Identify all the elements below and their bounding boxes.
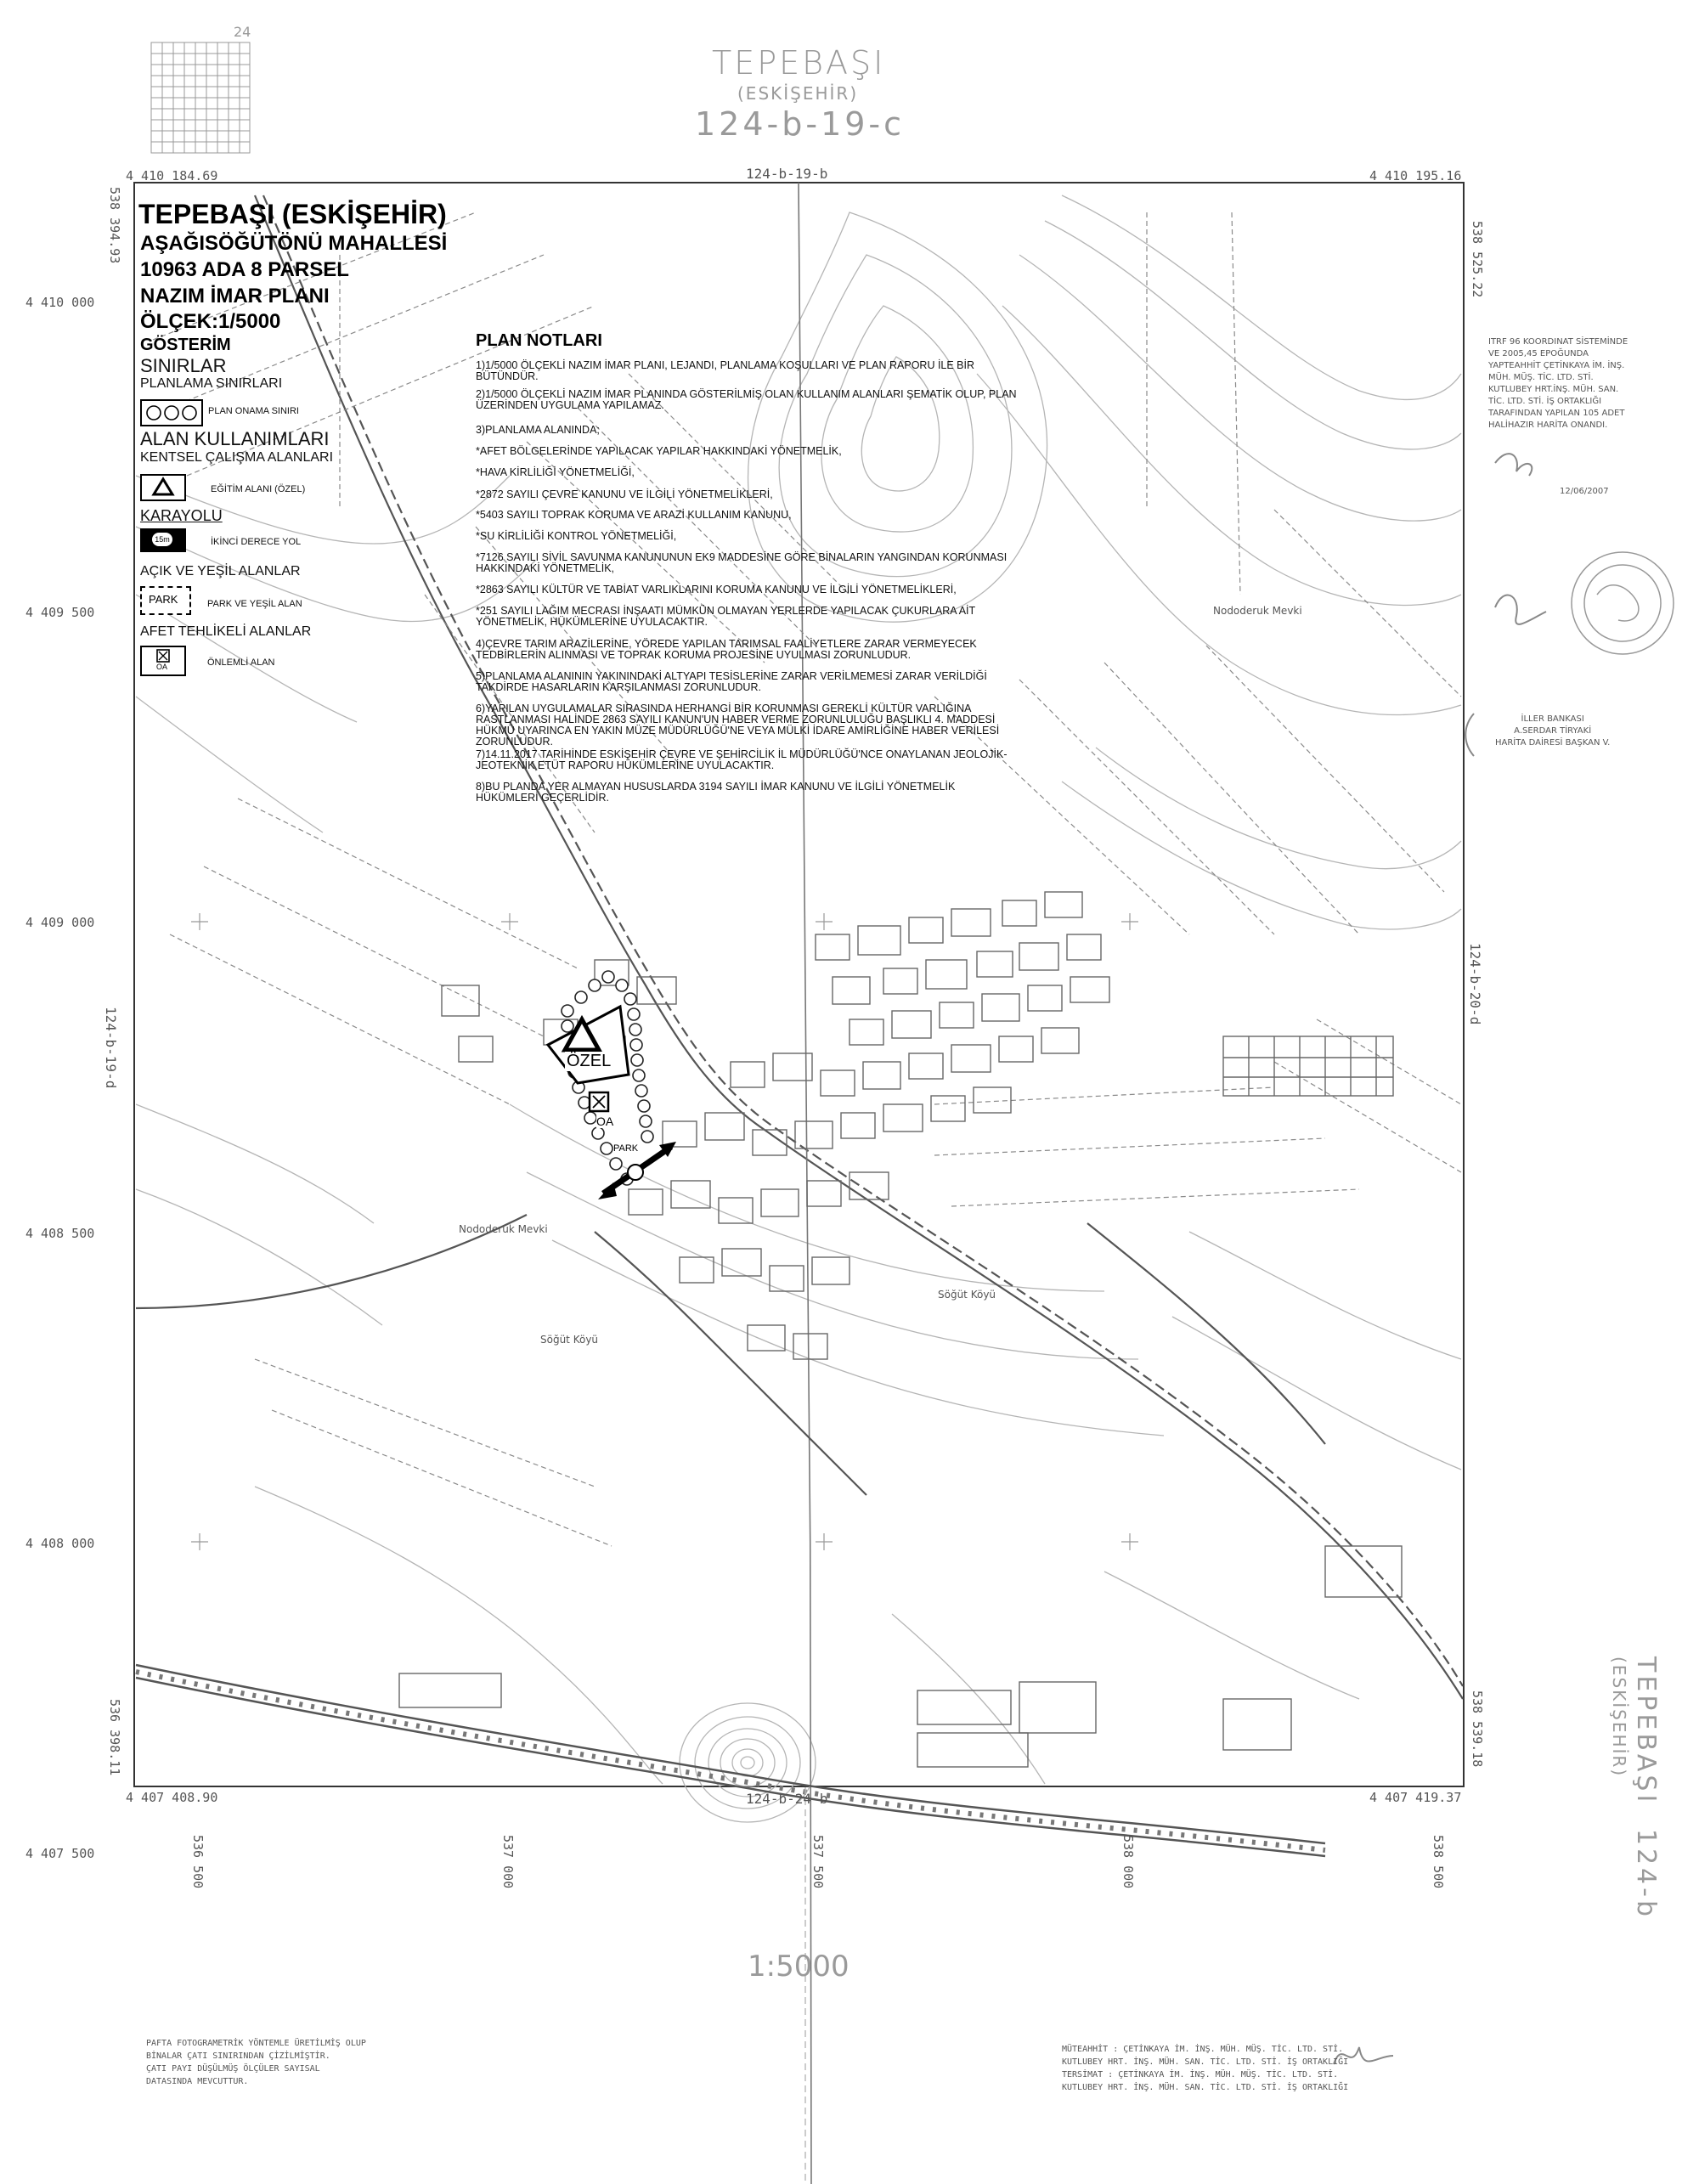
coord-top-right: 4 410 195.16 [1369,168,1462,183]
legend-education-symbol [140,474,186,501]
plan-note: 5)PLANLAMA ALANININ YAKININDAKİ ALTYAPI TESİSLERİNE ZARAR VERİLMEMESİ ZARAR VERİLDİĞİ TAKDİRDE HASARLARIN KARŞILANMASI ZORUNLUDUR. [476,670,987,693]
plan-oa-label: OA [596,1115,614,1128]
plan-title-line5: ÖLÇEK:1/5000 [140,310,281,333]
plan-note: *5403 SAYILI TOPRAK KORUMA VE ARAZİ KULLANIM KANUNU, [476,509,792,521]
easting-label: 538 000 [1120,1835,1136,1889]
plan-note: 6)YAPILAN UYGULAMALAR SIRASINDA HERHANGİ BİR KORUNMASI GEREKLİ KÜLTÜR VARLIĞINA RASTLANMASI HALİNDE 2863 SAYILI KANUN'UN HABER VERME ZORUNLULUĞU BAŞLIKLI 4. MADDESİ HÜKMÜ UYARINCA EN YAKIN MÜZE MÜDÜRLÜĞÜ'NE VEYA MÜLKİ İDARE AMİRLİĞİNE HABER VERİLESİ ZORUNLUDUR. [476,703,1000,748]
northing-label: 4 410 000 [25,295,95,310]
plan-note: *SU KİRLİLİĞİ KONTROL YÖNETMELİĞİ, [476,530,677,542]
legend-education-label: EĞİTİM ALANI (ÖZEL) [211,484,306,494]
index-number: 24 [234,24,251,40]
road-badge: 15m [152,533,172,546]
plan-note: *2863 SAYILI KÜLTÜR VE TABİAT VARLIKLARINI KORUMA KANUNU VE İLGİLİ YÖNETMELİKLERİ, [476,584,957,595]
map-frame [134,183,1464,1786]
footer-left-line: DATASINDA MEVCUTTUR. [146,2077,249,2086]
plan-title-line1: TEPEBAŞI (ESKİŞEHİR) [138,199,447,229]
signature-marks [1334,454,1546,2064]
plan-title-line2: AŞAĞISÖĞÜTÖNÜ MAHALLESİ [140,232,448,255]
northing-label: 4 408 500 [25,1226,95,1241]
footer-right-note [1062,2043,1348,2094]
hazard-badge: OA [156,663,168,671]
legend-hazard-symbol [140,646,186,676]
easting-label: 536 500 [190,1835,206,1889]
bank-line: İLLER BANKASI [1521,714,1584,724]
place-name: Nododeruk Mevki [459,1223,548,1235]
plan-note: 7)14.11.2017 TARİHİNDE ESKİŞEHİR ÇEVRE VE ŞEHİRCİLİK İL MÜDÜRLÜĞÜ'NCE ONAYLANAN JEOLOJİK-JEOTEKNİK ETÜT RAPORU HÜKÜMLERİNE UYULACAKTIR. [476,748,1008,771]
plan-note: 8)BU PLANDA YER ALMAYAN HUSUSLARDA 3194 SAYILI İMAR KANUNU VE İLGİLİ YÖNETMELİK HÜKÜMLERİ GEÇERLİDİR. [476,781,956,804]
legend-boundary-symbol [140,399,203,426]
legend-hazard-head: AFET TEHLİKELİ ALANLAR [140,624,312,639]
footer-right-line: MÜTEAHHİT : ÇETİNKAYA İM. İNŞ. MÜH. MÜŞ. TİC. LTD. STİ. [1062,2045,1344,2054]
coord-right-bottom-vertical: 538 539.18 [1470,1690,1485,1768]
coord-left-top-vertical: 538 394.93 [107,187,122,264]
side-sheet-code: 124-b [1631,1828,1661,1921]
place-name: Söğüt Köyü [540,1334,599,1346]
approval-line: VE 2005,45 EPOĞUNDA [1488,349,1589,358]
plan-note: *7126 SAYILI SİVİL SAVUNMA KANUNUNUN EK9 MADDESİNE GÖRE BİNALARIN YANGINDAN KORUNMASI HAKKINDAKİ YÖNETMELİK, [476,551,1008,574]
legend-heading: GÖSTERİM [140,336,231,354]
settlement-blocks [399,892,1402,1767]
legend-hazard-label: ÖNLEMLİ ALAN [207,657,275,668]
adjacent-sheet-left: 124-b-19-d [103,1007,119,1089]
approval-line: MÜH. MÜŞ. TİC. LTD. STİ. [1488,373,1594,382]
plan-ozel-label: ÖZEL [567,1052,612,1070]
triangle-icon [142,476,184,499]
footer-left-line: PAFTA FOTOGRAMETRİK YÖNTEMLE ÜRETİLMİŞ OLUP [146,2039,366,2048]
approval-line: TARAFINDAN YAPILAN 105 ADET [1488,409,1625,418]
northing-label: 4 409 500 [25,605,95,620]
approval-line: HALİHAZIR HARİTA ONANDI. [1488,420,1608,430]
coord-right-top-vertical: 538 525.22 [1470,221,1485,298]
legend-boundaries-sub: PLANLAMA SINIRLARI [140,376,283,391]
sheet-code: 124-b-19-c [695,105,906,143]
scale-label: 1:5000 [748,1950,850,1984]
parcel-lines [153,212,1461,1546]
approval-line: TİC. LTD. STİ. İŞ ORTAKLIĞI [1488,397,1602,406]
footer-left-line: ÇATI PAYI DÜŞÜLMÜŞ ÖLÇÜLER SAYISAL [146,2064,320,2074]
plan-note: *HAVA KİRLİLİĞİ YÖNETMELİĞİ, [476,466,635,478]
bank-signature-block [1495,714,1610,749]
legend-road-label: İKİNCİ DERECE YOL [211,537,302,547]
approval-note [1488,336,1628,432]
coord-bottom-left: 4 407 408.90 [126,1790,218,1805]
side-sheet-name [1631,1656,1661,1920]
legend-road-symbol [140,528,186,552]
easting-label: 538 500 [1431,1835,1446,1889]
sheet-index-grid [151,42,250,153]
footer-right-line: KUTLUBEY HRT. İNŞ. MÜH. SAN. TİC. LTD. STİ. İŞ ORTAKLIĞI [1062,2083,1349,2092]
legend-land-use-head: ALAN KULLANIMLARI [140,428,330,449]
plan-notes-heading: PLAN NOTLARI [476,331,602,350]
plan-note: *2872 SAYILI ÇEVRE KANUNU VE İLGİLİ YÖNETMELİKLERİ, [476,488,773,500]
legend-park-label: PARK VE YEŞİL ALAN [207,599,302,609]
plan-title-line3: 10963 ADA 8 PARSEL [140,258,349,281]
adjacent-sheet-bottom: 124-b-24-b [746,1791,828,1807]
sheet-name: TEPEBAŞI [712,44,886,82]
plan-park-label: PARK [613,1143,639,1154]
footer-left-line: BİNALAR ÇATI SINIRINDAN ÇİZİLMİŞTİR. [146,2051,330,2061]
plan-title-line4: NAZIM İMAR PLANI [140,285,330,308]
circle-chain-icon [142,401,201,425]
side-sheet-province: (ESKİŞEHİR) [1609,1656,1629,1778]
coord-top-left: 4 410 184.69 [126,168,218,183]
coord-bottom-right: 4 407 419.37 [1369,1790,1462,1805]
legend-green-head: AÇIK VE YEŞİL ALANLAR [140,564,301,578]
side-sheet-title: TEPEBAŞI [1631,1656,1661,1806]
plan-note: 4)ÇEVRE TARIM ARAZİLERİNE, YÖREDE YAPILAN TARIMSAL FAALİYETLERE ZARAR VERMEYECEK TEDBİRLERİN ALINMASI VE TOPRAK KORUMA PROJESİNE UYULMASI ZORUNLUDUR. [476,638,977,661]
footer-right-line: TERSİMAT : ÇETİNKAYA İM. İNŞ. MÜH. MÜŞ. TİC. LTD. STİ. [1062,2070,1339,2080]
sheet-province: (ESKİŞEHİR) [737,83,859,104]
bank-line: A.SERDAR TİRYAKİ [1514,726,1592,736]
adjacent-sheet-top: 124-b-19-b [746,166,828,182]
approval-line: KUTLUBEY HRT.İNŞ. MÜH. SAN. [1488,385,1619,394]
coord-left-bottom-vertical: 536 398.11 [107,1699,122,1776]
grid-crosses [191,913,1138,1550]
approval-date: 12/06/2007 [1560,487,1609,496]
legend-land-use-sub: KENTSEL ÇALIŞMA ALANLARI [140,450,334,465]
place-name: Söğüt Köyü [938,1289,996,1301]
plan-note: *251 SAYILI LAĞIM MECRASI İNŞAATI MÜMKÜN OLMAYAN YERLERDE YAPILACAK ÇUKURLARA AİT YÖNETMELİK, HÜKÜMLERİNE UYULACAKTIR. [476,605,975,628]
easting-label: 537 000 [500,1835,516,1889]
footer-left-note [146,2037,366,2088]
park-badge: PARK [149,593,178,606]
seal-stamp [1572,552,1674,654]
bank-line: HARİTA DAİRESİ BAŞKAN V. [1495,738,1611,748]
easting-label: 537 500 [810,1835,826,1889]
legend-road-head: KARAYOLU [140,507,223,524]
contour-lines [136,195,1461,1822]
footer-right-line: KUTLUBEY HRT. İNŞ. MÜH. SAN. TİC. LTD. STİ. İŞ ORTAKLIĞI [1062,2057,1349,2067]
northing-label: 4 408 000 [25,1536,95,1551]
legend-boundaries-head: SINIRLAR [140,355,227,376]
legend-boundary-label: PLAN ONAMA SINIRI [208,406,299,416]
plan-note: 1)1/5000 ÖLÇEKLİ NAZIM İMAR PLANI, LEJANDI, PLANLAMA KOŞULLARI VE PLAN RAPORU İLE BİR BÜTÜNDÜR. [476,359,975,382]
legend-park-symbol [140,586,191,615]
plan-note: *AFET BÖLGELERİNDE YAPILACAK YAPILAR HAKKINDAKİ YÖNETMELİK, [476,445,842,457]
roads [136,183,1463,2184]
adjacent-sheet-right: 124-b-20-d [1467,943,1483,1025]
northing-label: 4 407 500 [25,1846,95,1861]
plan-note: 2)1/5000 ÖLÇEKLİ NAZIM İMAR PLANINDA GÖSTERİLMİŞ OLAN KULLANIM ALANLARI ŞEMATİK OLUP, PLAN ÜZERİNDEN UYGULAMA YAPILAMAZ. [476,388,1017,411]
place-name: Nododeruk Mevki [1213,605,1302,617]
approval-line: YAPTEAHHİT ÇETİNKAYA İM. İNŞ. [1488,361,1625,370]
northing-label: 4 409 000 [25,915,95,930]
approval-line: ITRF 96 KOORDINAT SİSTEMİNDE [1488,337,1628,347]
plan-note: 3)PLANLAMA ALANINDA; [476,424,600,436]
